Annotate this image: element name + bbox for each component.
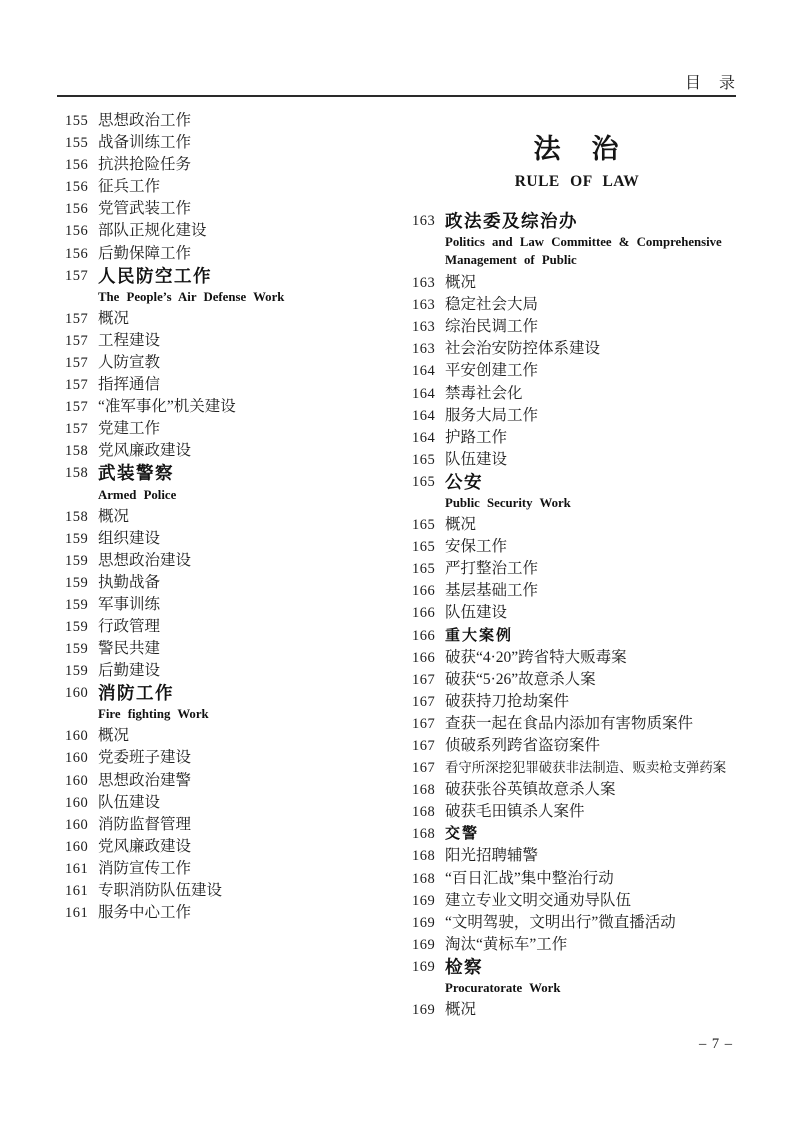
toc-entry xyxy=(65,440,407,462)
toc-entry-text: 破获“4·20”跨省特大贩毒案 xyxy=(445,648,627,666)
toc-entry-text: 服务大局工作 xyxy=(445,406,539,424)
toc-entry xyxy=(65,506,407,528)
toc-entry-text: 概况 xyxy=(98,727,130,745)
toc-page-ref: 168 xyxy=(412,870,436,887)
toc-page-ref: 156 xyxy=(65,157,89,174)
toc-entry-text: 队伍建设 xyxy=(445,604,508,622)
toc-page-ref: 167 xyxy=(412,737,436,754)
toc-entry-text: 部队正规化建设 xyxy=(98,222,207,240)
toc-entry-text: 指挥通信 xyxy=(98,376,161,394)
toc-page-ref-spacer xyxy=(65,704,98,725)
toc-page-ref: 167 xyxy=(412,760,436,777)
toc-entry xyxy=(412,427,742,449)
toc-page-ref: 156 xyxy=(65,179,89,196)
toc-entry xyxy=(412,514,742,536)
toc-page-ref: 160 xyxy=(65,728,89,745)
toc-page-ref: 163 xyxy=(412,341,436,358)
toc-entry xyxy=(412,647,742,669)
toc-entry-text: 专职消防队伍建设 xyxy=(98,882,223,899)
toc-entry-text: 武装警察 xyxy=(98,463,174,484)
toc-entry-text: 党管武装工作 xyxy=(98,200,192,218)
toc-entry-text: 交警 xyxy=(445,826,480,843)
toc-page-ref: 157 xyxy=(65,399,89,416)
toc-page-ref: 157 xyxy=(65,310,89,327)
toc-entry-text: Procuratorate Work xyxy=(445,981,561,995)
toc-entry-text: 消防工作 xyxy=(98,683,174,704)
toc-page-ref: 160 xyxy=(65,838,89,855)
toc-entry xyxy=(412,912,742,934)
toc-entry-text: 安保工作 xyxy=(445,538,508,556)
toc-page-ref: 157 xyxy=(65,421,89,438)
toc-entry-text: 抗洪抢险任务 xyxy=(98,156,192,174)
toc-entry-text: 侦破系列跨省盗窃案件 xyxy=(445,736,601,754)
toc-entry-text: 队伍建设 xyxy=(445,450,508,468)
toc-entry-text: 人民防空工作 xyxy=(98,265,212,286)
toc-section-header xyxy=(65,462,407,484)
toc-entry-text: 破获张谷英镇故意杀人案 xyxy=(445,781,616,799)
toc-page-ref: 166 xyxy=(412,583,436,600)
toc-entry-text: 破获持刀抢劫案件 xyxy=(445,692,570,710)
toc-english-subtitle xyxy=(412,253,742,272)
toc-column-left xyxy=(65,110,407,924)
toc-entry-text: Armed Police xyxy=(98,487,177,502)
toc-entry-text: 战备训练工作 xyxy=(98,134,192,152)
toc-page-ref: 159 xyxy=(65,618,89,635)
toc-entry xyxy=(65,352,407,374)
toc-page-ref: 155 xyxy=(65,113,89,129)
toc-page-ref: 163 xyxy=(412,319,436,336)
toc-entry-text: 检察 xyxy=(445,956,483,977)
toc-page-ref: 159 xyxy=(65,663,89,680)
toc-entry-text: 征兵工作 xyxy=(98,178,161,196)
toc-entry-text: 军事训练 xyxy=(98,595,161,613)
toc-entry xyxy=(65,418,407,440)
toc-page-ref: 165 xyxy=(412,561,436,578)
toc-page-ref: 160 xyxy=(65,816,89,833)
toc-english-subtitle xyxy=(412,232,742,253)
toc-page-ref: 169 xyxy=(412,958,436,975)
toc-page-ref: 165 xyxy=(412,539,436,556)
toc-page-ref: 165 xyxy=(412,473,436,490)
toc-entry-text: 平安创建工作 xyxy=(445,362,539,380)
toc-entry-text: 基层基础工作 xyxy=(445,582,539,600)
toc-entry-text: 概况 xyxy=(445,274,477,292)
toc-entry xyxy=(65,725,407,747)
page-number: – 7 – xyxy=(699,1036,733,1052)
toc-section-header xyxy=(412,471,742,493)
toc-page-ref: 164 xyxy=(412,429,436,446)
toc-entry xyxy=(412,691,742,713)
toc-page-ref: 160 xyxy=(65,794,89,811)
toc-entry xyxy=(65,836,407,858)
toc-page-ref: 166 xyxy=(412,605,436,622)
toc-entry xyxy=(412,890,742,912)
toc-entry xyxy=(65,747,407,769)
toc-entry xyxy=(412,999,742,1021)
toc-entry xyxy=(65,594,407,616)
toc-page-ref: 163 xyxy=(412,275,436,292)
toc-entry-text: 禁毒社会化 xyxy=(445,384,523,402)
toc-entry xyxy=(412,602,742,624)
toc-page-ref: 164 xyxy=(412,363,436,380)
toc-entry xyxy=(412,338,742,360)
toc-page-ref: 166 xyxy=(412,627,436,644)
toc-entry-text: 组织建设 xyxy=(98,529,161,547)
toc-entry-text: 思想政治工作 xyxy=(98,112,192,129)
section-title-english: RULE OF LAW xyxy=(514,173,640,190)
toc-entry xyxy=(412,272,742,294)
toc-entry xyxy=(65,154,407,176)
toc-entry-text: 队伍建设 xyxy=(98,793,161,811)
toc-entry xyxy=(65,308,407,330)
toc-entry xyxy=(65,814,407,836)
toc-left-entries xyxy=(65,110,407,924)
toc-entry xyxy=(412,405,742,427)
toc-english-subtitle xyxy=(65,704,407,725)
toc-page-ref: 164 xyxy=(412,385,436,402)
toc-page-ref: 169 xyxy=(412,1002,436,1018)
toc-entry xyxy=(412,669,742,691)
toc-subsection-header xyxy=(412,823,742,845)
toc-entry xyxy=(412,536,742,558)
toc-english-subtitle xyxy=(65,485,407,506)
toc-entry xyxy=(65,792,407,814)
toc-page-ref: 169 xyxy=(412,914,436,931)
toc-entry-text: 综治民调工作 xyxy=(445,318,539,336)
toc-entry xyxy=(412,558,742,580)
toc-entry-text: 人防宣教 xyxy=(98,353,161,371)
toc-page-ref: 167 xyxy=(412,671,436,688)
toc-page-ref-spacer xyxy=(412,253,445,272)
toc-entry-text: 党风廉政建设 xyxy=(98,837,192,855)
toc-entry xyxy=(65,770,407,792)
toc-entry xyxy=(65,198,407,220)
toc-entry xyxy=(65,132,407,154)
toc-entry-text: 党委班子建设 xyxy=(98,749,192,767)
toc-entry-text: 思想政治建警 xyxy=(98,771,192,789)
toc-page-ref: 163 xyxy=(412,297,436,314)
toc-english-subtitle xyxy=(412,493,742,514)
toc-english-subtitle xyxy=(65,287,407,308)
toc-entry xyxy=(65,176,407,198)
toc-entry-text: 政法委及综治办 xyxy=(445,211,578,231)
toc-entry xyxy=(412,294,742,316)
toc-page-ref: 157 xyxy=(65,267,89,284)
toc-entry xyxy=(412,735,742,757)
toc-entry xyxy=(412,779,742,801)
toc-entry xyxy=(412,934,742,956)
toc-page-ref: 157 xyxy=(65,377,89,394)
toc-page-ref: 160 xyxy=(65,685,89,702)
toc-page-ref-spacer xyxy=(65,287,98,308)
toc-page-ref: 167 xyxy=(412,693,436,710)
toc-entry-text: “百日汇战”集中整治行动 xyxy=(445,869,614,887)
toc-entry xyxy=(65,572,407,594)
toc-section-header xyxy=(412,210,742,232)
toc-page-ref: 165 xyxy=(412,517,436,534)
toc-page-ref: 168 xyxy=(412,826,436,843)
toc-entry xyxy=(412,383,742,405)
toc-section-header xyxy=(412,956,742,978)
toc-entry xyxy=(65,110,407,132)
toc-page-ref: 158 xyxy=(65,508,89,525)
toc-entry xyxy=(65,243,407,265)
toc-entry xyxy=(412,845,742,867)
toc-entry-text: 服务中心工作 xyxy=(98,904,192,922)
running-head-title: 目 录 xyxy=(684,75,736,92)
toc-page-ref-spacer xyxy=(412,232,445,253)
toc-page-ref: 158 xyxy=(65,443,89,460)
toc-entry-text: Politics and Law Committee & Comprehensive xyxy=(445,235,722,250)
toc-page-ref: 155 xyxy=(65,135,89,152)
toc-entry-text: 社会治安防控体系建设 xyxy=(445,340,601,358)
toc-page-ref: 157 xyxy=(65,354,89,371)
toc-entry-text: Fire fighting Work xyxy=(98,707,209,722)
toc-page-ref: 169 xyxy=(412,892,436,909)
toc-page-ref-spacer xyxy=(65,485,98,506)
toc-entry xyxy=(65,902,407,924)
toc-entry-text: “准军事化”机关建设 xyxy=(98,398,236,416)
section-title-chinese: 法 治 xyxy=(533,134,621,164)
toc-entry-text: 淘汰“黄标车”工作 xyxy=(445,935,568,953)
toc-page-ref: 159 xyxy=(65,641,89,658)
toc-entry-text: 思想政治建设 xyxy=(98,551,192,569)
toc-entry-text: 警民共建 xyxy=(98,640,161,658)
toc-entry xyxy=(65,330,407,352)
toc-entry xyxy=(412,580,742,602)
toc-page-ref: 157 xyxy=(65,332,89,349)
toc-page-ref: 161 xyxy=(65,905,89,922)
toc-section-header xyxy=(65,682,407,704)
toc-entry xyxy=(65,528,407,550)
toc-entry xyxy=(412,757,742,779)
toc-entry-text: Public Security Work xyxy=(445,496,571,511)
toc-entry-text: 严打整治工作 xyxy=(445,560,539,578)
toc-page-ref: 168 xyxy=(412,804,436,821)
toc-entry xyxy=(65,220,407,242)
toc-page-ref: 165 xyxy=(412,451,436,468)
toc-entry-text: The People’s Air Defense Work xyxy=(98,289,285,304)
toc-entry-text: 后勤建设 xyxy=(98,662,161,680)
toc-entry xyxy=(65,550,407,572)
toc-column-right xyxy=(412,110,742,1021)
toc-entry-text: 护路工作 xyxy=(445,428,508,446)
toc-entry xyxy=(412,868,742,890)
toc-page-ref: 159 xyxy=(65,552,89,569)
toc-page-ref: 169 xyxy=(412,936,436,953)
toc-entry xyxy=(412,713,742,735)
toc-entry-text: 后勤保障工作 xyxy=(98,244,192,262)
toc-entry xyxy=(65,660,407,682)
toc-entry-text: 行政管理 xyxy=(98,617,161,635)
section-title-block xyxy=(412,110,742,210)
toc-page-ref-spacer xyxy=(412,493,445,514)
toc-entry-text: 建立专业文明交通劝导队伍 xyxy=(445,891,632,909)
toc-page-ref: 160 xyxy=(65,750,89,767)
toc-page-ref: 161 xyxy=(65,883,89,899)
toc-entry-text: Management of Public xyxy=(445,253,577,268)
toc-entry xyxy=(412,449,742,471)
toc-page-ref: 161 xyxy=(65,860,89,877)
toc-entry xyxy=(65,374,407,396)
toc-page-ref: 167 xyxy=(412,715,436,732)
toc-entry xyxy=(65,396,407,418)
toc-entry-text: 公安 xyxy=(445,471,483,492)
toc-entry xyxy=(65,880,407,902)
toc-page-ref: 158 xyxy=(65,465,89,482)
toc-entry xyxy=(65,638,407,660)
toc-subsection-header xyxy=(412,625,742,647)
toc-entry-text: 消防宣传工作 xyxy=(98,859,192,877)
toc-page-ref: 163 xyxy=(412,213,436,229)
toc-entry xyxy=(412,316,742,338)
toc-entry-text: 看守所深挖犯罪破获非法制造、贩卖枪支弹药案 xyxy=(445,760,727,776)
toc-entry-text: 概况 xyxy=(98,309,130,327)
toc-page-ref: 168 xyxy=(412,848,436,865)
toc-entry-text: 破获毛田镇杀人案件 xyxy=(445,803,585,821)
toc-page-ref: 156 xyxy=(65,223,89,240)
toc-entry-text: 执勤战备 xyxy=(98,573,161,591)
toc-entry-text: 概况 xyxy=(445,1001,477,1018)
toc-entry xyxy=(412,360,742,382)
toc-page-ref: 159 xyxy=(65,530,89,547)
toc-entry-text: 党建工作 xyxy=(98,420,161,438)
toc-entry xyxy=(65,616,407,638)
toc-entry-text: 重大案例 xyxy=(445,627,514,644)
toc-page-ref: 168 xyxy=(412,782,436,799)
header-rule xyxy=(57,95,736,97)
toc-entry-text: 破获“5·26”故意杀人案 xyxy=(445,670,596,688)
toc-entry-text: 概况 xyxy=(445,516,477,534)
toc-entry-text: 查获一起在食品内添加有害物质案件 xyxy=(445,714,694,732)
toc-entry-text: 消防监督管理 xyxy=(98,815,192,833)
toc-page-ref: 159 xyxy=(65,596,89,613)
toc-entry-text: 党风廉政建设 xyxy=(98,442,192,460)
toc-section-header xyxy=(65,265,407,287)
toc-page-ref: 166 xyxy=(412,649,436,666)
toc-page-ref: 164 xyxy=(412,407,436,424)
toc-english-subtitle xyxy=(412,978,742,999)
toc-page-ref-spacer xyxy=(412,978,445,999)
toc-right-entries xyxy=(412,210,742,1021)
toc-entry-text: 稳定社会大局 xyxy=(445,296,539,314)
toc-entry xyxy=(412,801,742,823)
toc-page-ref: 156 xyxy=(65,201,89,218)
toc-entry xyxy=(65,858,407,880)
toc-entry-text: 概况 xyxy=(98,507,130,525)
toc-entry-text: 工程建设 xyxy=(98,331,161,349)
toc-page-ref: 156 xyxy=(65,245,89,262)
toc-entry-text: “文明驾驶，文明出行”微直播活动 xyxy=(445,913,676,931)
toc-page-ref: 159 xyxy=(65,574,89,591)
toc-entry-text: 阳光招聘辅警 xyxy=(445,847,539,865)
toc-page-ref: 160 xyxy=(65,772,89,789)
